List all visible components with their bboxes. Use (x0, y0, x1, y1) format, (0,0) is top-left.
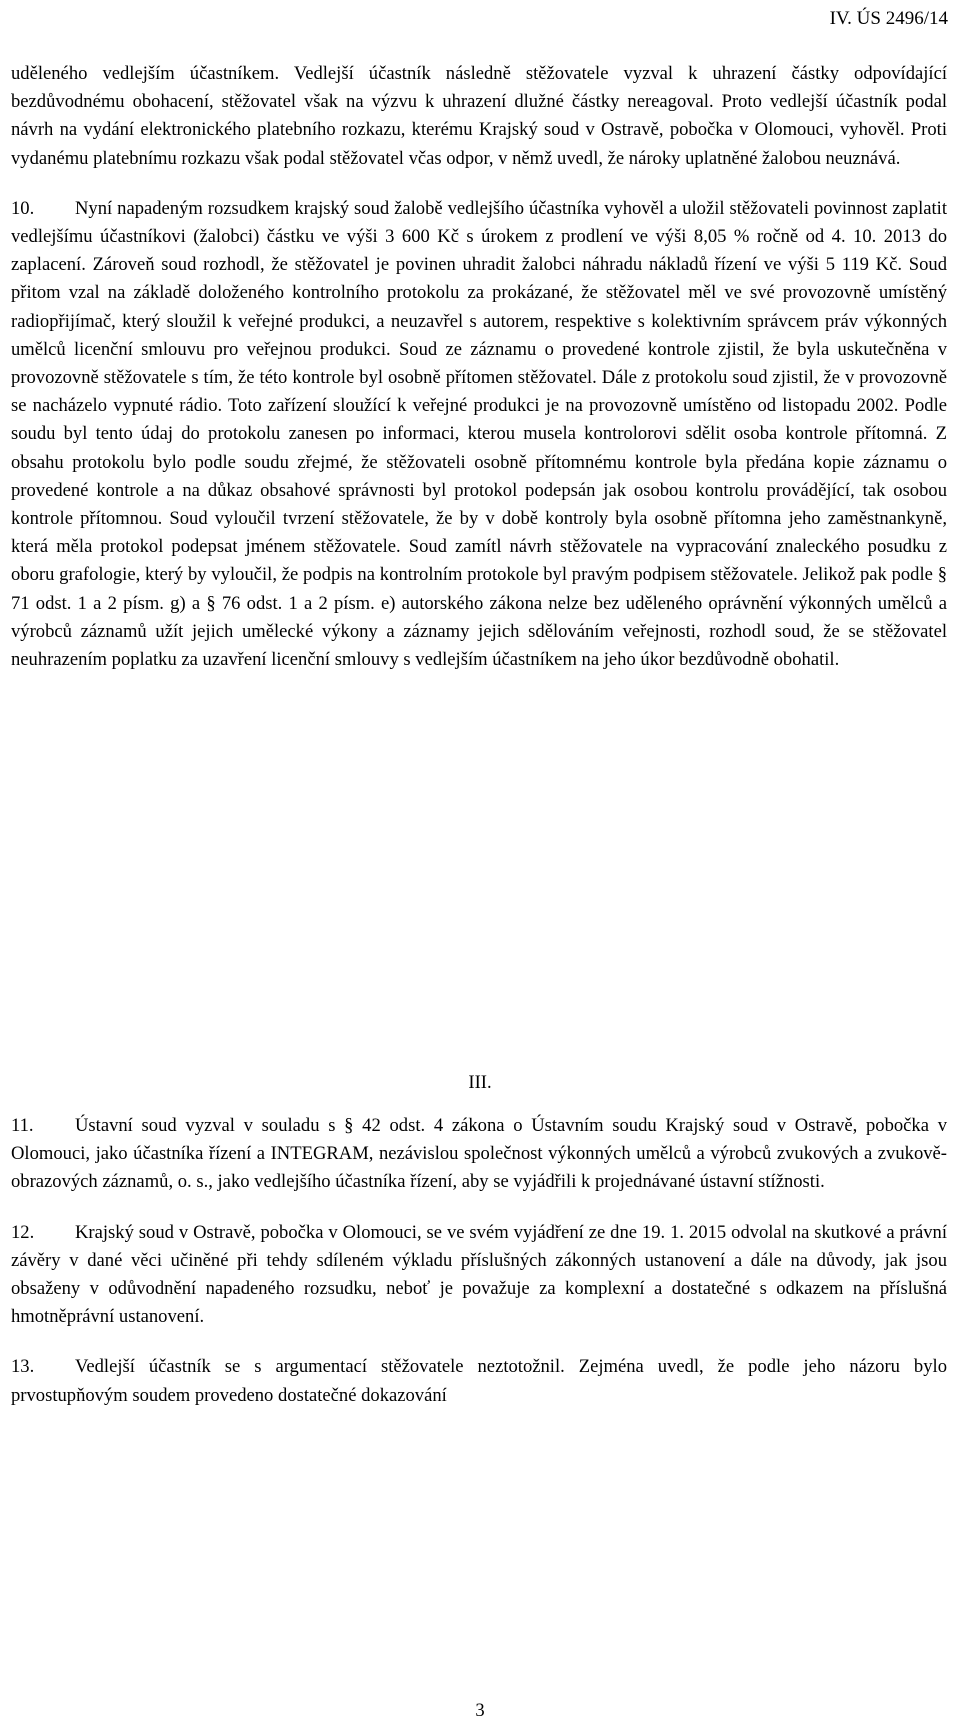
paragraph-12 (11, 1219, 947, 1332)
paragraph-text: Krajský soud v Ostravě, pobočka v Olomouci, se ve svém vyjádření ze dne 19. 1. 2015 odvolal na skutkové a právní závěry v dané věci učiněné při tehdy sdíleném výkladu příslušných zákonných ustanovení a dále na důvody, jak jsou obsaženy v odůvodnění napadeného rozsudku, neboť je považuje za komplexní a dostatečné s odkazem na příslušná hmotněprávní ustanovení. (11, 1221, 947, 1328)
case-reference: IV. ÚS 2496/14 (829, 8, 948, 29)
paragraph-11 (11, 1112, 947, 1197)
paragraph-number: 12. (11, 1221, 35, 1243)
page-number: 3 (475, 1700, 485, 1721)
paragraph-10 (11, 195, 947, 674)
paragraph-13 (11, 1353, 947, 1409)
section-heading: III. (468, 1072, 492, 1093)
document-body (11, 60, 947, 674)
paragraph-continuation: uděleného vedlejším účastníkem. Vedlejší účastník následně stěžovatele vyzval k uhrazení částky odpovídající bezdůvodnému obohacení, stěžovatel však na výzvu k uhrazení dlužné částky nereagoval. Proto vedlejší účastník podal návrh na vydání elektronického platebního rozkazu, kterému Krajský soud v Ostravě, pobočka v Olomouci, vyhověl. Proti vydanému platebnímu rozkazu však podal stěžovatel včas odpor, v němž uvedl, že nároky uplatněné žalobou neuznává. (11, 63, 947, 169)
paragraph-text: Ústavní soud vyzval v souladu s § 42 odst. 4 zákona o Ústavním soudu Krajský soud v Ostravě, pobočka v Olomouci, jako účastníka řízení a INTEGRAM, nezávislou společnost výkonných umělců a výrobců zvukových a zvukově-obrazových záznamů, o. s., jako vedlejšího účastníka řízení, aby se vyjádřili k projednávané ústavní stížnosti. (11, 1115, 947, 1193)
paragraph-number: 13. (11, 1356, 35, 1378)
paragraph-text: Nyní napadeným rozsudkem krajský soud žalobě vedlejšího účastníka vyhověl a uložil stěžovateli povinnost zaplatit vedlejšímu účastníkovi (žalobci) částku ve výši 3 600 Kč s úrokem z prodlení ve výši 8,05 % ročně od 4. 10. 2013 do zaplacení. Zároveň soud rozhodl, že stěžovatel je povinen uhradit žalobci náhradu nákladů řízení ve výši 5 119 Kč. Soud přitom vzal na základě doloženého kontrolního protokolu za prokázané, že stěžovatel měl ve své provozovně umístěný radiopřijímač, který sloužil k veřejné produkci, a neuzavřel s autorem, respektive s kolektivním správcem práv výkonných umělců licenční smlouvu pro veřejnou produkci. Soud ze záznamu o provedené kontrole zjistil, že byla uskutečněna v provozovně stěžovatele s tím, že této kontrole byl osobně přítomen stěžovatel. Dále z protokolu soud zjistil, že v provozovně se nacházelo vypnuté rádio. Toto zařízení sloužící k veřejné produkci je na provozovně umístěno od listopadu 2002. Podle soudu byl tento údaj do protokolu zanesen po informaci, kterou musela kontrolorovi sdělit osoba kontrole přítomná. Z obsahu protokolu bylo podle soudu zřejmé, že stěžovateli osobně přítomnému kontrole byla předána kopie záznamu o provedené kontrole a na důkaz obsahové správnosti byl protokol podepsán jak osobou kontrolu provádějící, tak osobou kontrole přítomnou. Soud vyloučil tvrzení stěžovatele, že by v době kontroly byla osobně přítomna jeho zaměstnankyně, která měla protokol podepsat jménem stěžovatele. Soud zamítl návrh stěžovatele na vypracování znaleckého posudku z oboru grafologie, který by vyloučil, že podpis na kontrolním protokole byl pravým podpisem stěžovatele. Jelikož pak podle § 71 odst. 1 a 2 písm. g) a § 76 odst. 1 a 2 písm. e) autorského zákona nelze bez uděleného oprávnění výkonných umělců a výrobců záznamů užít jejich umělecké výkony a záznamy jejich sdělováním veřejnosti, rozhodl soud, že se stěžovatel neuhrazením poplatku za uzavření licenční smlouvy s vedlejším účastníkem na jeho úkor bezdůvodně obohatil. (11, 197, 947, 671)
paragraph-text: Vedlejší účastník se s argumentací stěžovatele neztotožnil. Zejména uvedl, že podle jeho názoru bylo prvostupňovým soudem provedeno dostatečné dokazování (11, 1356, 947, 1406)
paragraph-number: 11. (11, 1115, 34, 1136)
document-body-continued (11, 1112, 947, 1410)
paragraph-number: 10. (11, 197, 35, 219)
